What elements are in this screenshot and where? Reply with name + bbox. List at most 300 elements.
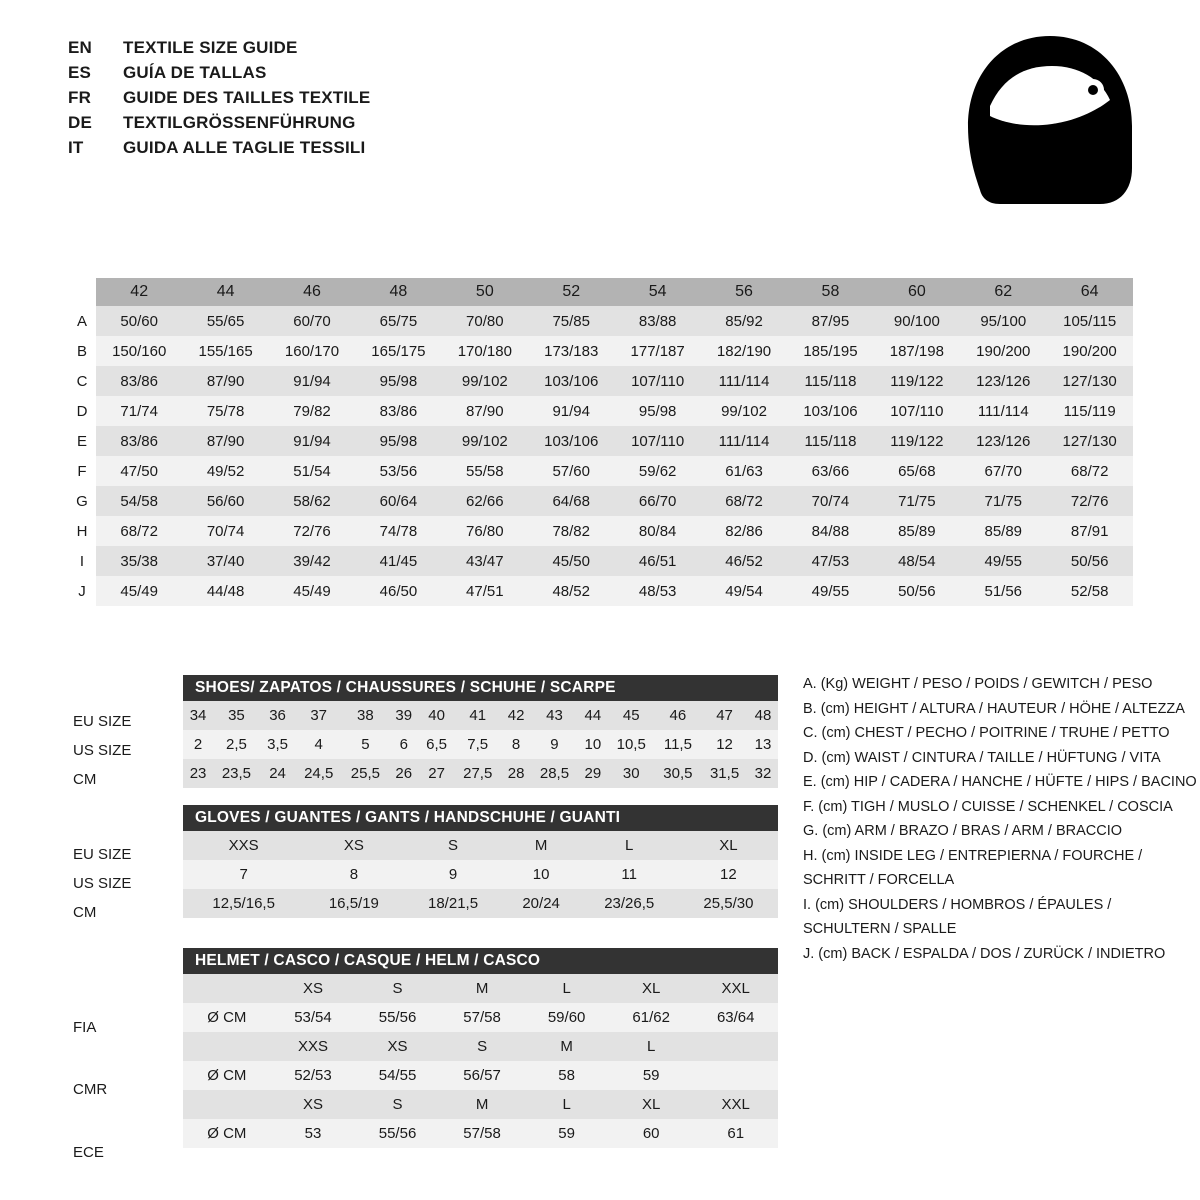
legend-entry: H. (cm) INSIDE LEG / ENTREPIERNA / FOURCHE / [803, 847, 1143, 864]
helmet-size-header: L [524, 974, 609, 1003]
table-cell: 85/92 [701, 306, 787, 336]
table-cell: 70/74 [787, 486, 873, 516]
table-cell: 53/56 [355, 456, 441, 486]
table-cell: 45/49 [96, 576, 182, 606]
table-cell: 24,5 [295, 759, 342, 788]
table-cell: 29 [578, 759, 608, 788]
table-cell: 119/122 [874, 426, 960, 456]
table-cell: 49/52 [182, 456, 268, 486]
table-cell: 23,5 [213, 759, 260, 788]
table-cell: 3,5 [260, 730, 296, 759]
helmet-size-header: XL [609, 974, 694, 1003]
table-cell: 41/45 [355, 546, 441, 576]
row-label: A [68, 306, 96, 336]
table-cell: 44/48 [182, 576, 268, 606]
legend-entry: A. (Kg) WEIGHT / PESO / POIDS / GEWITCH / PESO [803, 676, 1153, 692]
language-title: TEXTILGRÖSSENFÜHRUNG [123, 113, 356, 132]
legend-entry: C. (cm) CHEST / PECHO / POITRINE / TRUHE / PETTO [803, 725, 1170, 741]
table-cell-empty [183, 974, 271, 1003]
textile-size-table [68, 252, 1133, 606]
table-cell: 68/72 [96, 516, 182, 546]
table-cell: 39/42 [269, 546, 355, 576]
table-row [183, 730, 778, 759]
helmet-unit: Ø CM [183, 1119, 271, 1148]
table-cell: 50/56 [1046, 546, 1132, 576]
table-cell: 30 [608, 759, 655, 788]
table-cell: 60/70 [269, 306, 355, 336]
size-header-row [68, 278, 1133, 306]
table-cell: 105/115 [1046, 306, 1132, 336]
table-row [183, 1061, 778, 1090]
table-cell: 87/90 [442, 396, 528, 426]
gloves-row-labels [73, 840, 131, 927]
table-cell: 47/53 [787, 546, 873, 576]
table-cell: 27 [419, 759, 455, 788]
table-cell: 115/119 [1046, 396, 1132, 426]
table-cell: 35/38 [96, 546, 182, 576]
helmet-standard-labels [73, 1075, 107, 1104]
table-cell: 26 [389, 759, 419, 788]
table-cell: 34 [183, 701, 213, 730]
table-cell: 61/63 [701, 456, 787, 486]
helmet-size-header: XXL [693, 974, 778, 1003]
table-row [183, 860, 778, 889]
legend-entry: SCHRITT / FORCELLA [803, 872, 955, 888]
table-row [68, 576, 1133, 606]
table-row [68, 486, 1133, 516]
table-cell: 85/89 [874, 516, 960, 546]
table-cell: 127/130 [1046, 426, 1132, 456]
table-cell: 39 [389, 701, 419, 730]
table-cell: 64/68 [528, 486, 614, 516]
size-header-cell: 54 [614, 278, 700, 306]
table-row [183, 1003, 778, 1032]
table-cell: 12 [701, 730, 748, 759]
table-cell: 61/62 [609, 1003, 694, 1032]
table-cell: 37 [295, 701, 342, 730]
size-header-cell: 50 [442, 278, 528, 306]
table-cell: 91/94 [528, 396, 614, 426]
group-label-l: L [614, 252, 787, 278]
table-cell: 9 [531, 730, 578, 759]
table-cell: 16,5/19 [304, 889, 403, 918]
table-cell: 127/130 [1046, 366, 1132, 396]
table-cell: 57/58 [440, 1003, 525, 1032]
gloves-title: GLOVES / GUANTES / GANTS / HANDSCHUHE / GUANTI [183, 805, 778, 831]
table-row [68, 396, 1133, 426]
group-blank [874, 252, 960, 278]
table-cell: 6,5 [419, 730, 455, 759]
table-cell: 51/56 [960, 576, 1046, 606]
table-cell: 45/50 [528, 546, 614, 576]
table-cell: 9 [403, 860, 502, 889]
table-cell: 95/98 [355, 426, 441, 456]
table-cell: 10 [578, 730, 608, 759]
table-cell: 53 [271, 1119, 356, 1148]
table-cell: 71/75 [960, 486, 1046, 516]
table-cell: 60/64 [355, 486, 441, 516]
table-cell: 59 [609, 1061, 694, 1090]
table-cell: 63/66 [787, 456, 873, 486]
group-blank [96, 252, 182, 278]
gloves-size-block [183, 805, 778, 918]
helmet-size-header [693, 1032, 778, 1061]
table-cell: 123/126 [960, 426, 1046, 456]
table-cell: 28 [501, 759, 531, 788]
table-cell: 55/56 [355, 1119, 440, 1148]
table-cell: 43 [531, 701, 578, 730]
language-code: ES [68, 63, 92, 82]
table-cell: 95/100 [960, 306, 1046, 336]
table-row [68, 306, 1133, 336]
size-header-cell: 48 [355, 278, 441, 306]
table-cell: XS [304, 831, 403, 860]
table-cell: 59/62 [614, 456, 700, 486]
helmet-title: HELMET / CASCO / CASQUE / HELM / CASCO [183, 948, 778, 974]
table-cell: 75/85 [528, 306, 614, 336]
table-row [68, 366, 1133, 396]
group-label-s: S [182, 252, 355, 278]
table-row [183, 1090, 778, 1119]
table-row [183, 974, 778, 1003]
table-cell: 107/110 [614, 366, 700, 396]
helmet-label-fia: FIA [73, 1019, 97, 1036]
group-blank [528, 252, 614, 278]
table-cell: 111/114 [701, 366, 787, 396]
table-cell: 165/175 [355, 336, 441, 366]
table-cell: 45 [608, 701, 655, 730]
table-cell: 91/94 [269, 426, 355, 456]
row-label: H [68, 516, 96, 546]
table-cell: 87/90 [182, 426, 268, 456]
table-row [183, 1032, 778, 1061]
row-label: I [68, 546, 96, 576]
table-cell: 107/110 [614, 426, 700, 456]
table-cell: 55/65 [182, 306, 268, 336]
row-label: F [68, 456, 96, 486]
table-cell: M [503, 831, 580, 860]
table-cell: L [580, 831, 679, 860]
language-code: EN [68, 38, 93, 57]
table-cell: 60 [609, 1119, 694, 1148]
helmet-size-block [183, 948, 778, 1148]
table-cell: 72/76 [1046, 486, 1132, 516]
helmet-size-header: L [609, 1032, 694, 1061]
table-cell: 160/170 [269, 336, 355, 366]
table-row [68, 336, 1133, 366]
table-cell: 123/126 [960, 366, 1046, 396]
table-cell: 59 [524, 1119, 609, 1148]
helmet-size-header: L [524, 1090, 609, 1119]
helmet-size-header: M [524, 1032, 609, 1061]
table-cell: 6 [389, 730, 419, 759]
helmet-label-cmr: CMR [73, 1081, 108, 1098]
legend-entry: E. (cm) HIP / CADERA / HANCHE / HÜFTE / HIPS / BACINO [803, 774, 1197, 790]
table-cell: 83/86 [355, 396, 441, 426]
table-cell: 173/183 [528, 336, 614, 366]
table-cell: 38 [342, 701, 389, 730]
size-header-cell: 44 [182, 278, 268, 306]
table-cell: 68/72 [701, 486, 787, 516]
row-label: E [68, 426, 96, 456]
table-cell: 61 [693, 1119, 778, 1148]
table-row [183, 889, 778, 918]
language-row [68, 63, 768, 88]
table-cell: XL [679, 831, 778, 860]
size-header-cell: 56 [701, 278, 787, 306]
table-cell: 95/98 [614, 396, 700, 426]
table-cell: 47/51 [442, 576, 528, 606]
table-cell: 150/160 [96, 336, 182, 366]
table-cell: 10,5 [608, 730, 655, 759]
helmet-size-header: XS [355, 1032, 440, 1061]
measurement-legend [803, 672, 1197, 966]
table-cell: 83/88 [614, 306, 700, 336]
table-cell: 82/86 [701, 516, 787, 546]
table-cell: 4 [295, 730, 342, 759]
table-cell: 80/84 [614, 516, 700, 546]
table-cell: 13 [748, 730, 778, 759]
table-cell: 24 [260, 759, 296, 788]
table-cell: 56/57 [440, 1061, 525, 1090]
table-cell: 111/114 [960, 396, 1046, 426]
table-cell: 65/68 [874, 456, 960, 486]
gloves-table [183, 831, 778, 918]
table-cell: 42 [501, 701, 531, 730]
table-cell: 10 [503, 860, 580, 889]
table-cell: 95/98 [355, 366, 441, 396]
helmet-size-header: M [440, 1090, 525, 1119]
helmet-size-header: XS [271, 1090, 356, 1119]
group-label-xxl: XXL [960, 252, 1133, 278]
helmet-size-header: XXL [693, 1090, 778, 1119]
table-cell: 23 [183, 759, 213, 788]
table-cell: 46/52 [701, 546, 787, 576]
table-row [183, 701, 778, 730]
shoes-table [183, 701, 778, 788]
table-cell [693, 1061, 778, 1090]
table-cell: 12,5/16,5 [183, 889, 304, 918]
table-cell: 8 [501, 730, 531, 759]
legend-entry: I. (cm) SHOULDERS / HOMBROS / ÉPAULES / [803, 896, 1112, 913]
table-cell: 31,5 [701, 759, 748, 788]
table-cell: 84/88 [787, 516, 873, 546]
table-cell: 54/55 [355, 1061, 440, 1090]
shoes-size-block [183, 675, 778, 788]
helmet-size-header: XL [609, 1090, 694, 1119]
row-label: B [68, 336, 96, 366]
table-cell: 107/110 [874, 396, 960, 426]
table-cell: 177/187 [614, 336, 700, 366]
table-cell: 65/75 [355, 306, 441, 336]
table-cell: 57/58 [440, 1119, 525, 1148]
helmet-standard-labels [73, 1138, 104, 1167]
table-cell: 90/100 [874, 306, 960, 336]
table-cell: 70/80 [442, 306, 528, 336]
table-cell: 87/95 [787, 306, 873, 336]
table-cell: 7 [183, 860, 304, 889]
table-cell: 70/74 [182, 516, 268, 546]
gloves-label-us: US SIZE [73, 875, 132, 892]
table-row [68, 516, 1133, 546]
table-cell: 11,5 [655, 730, 702, 759]
shoes-row-labels [73, 707, 131, 794]
language-code: FR [68, 88, 92, 107]
table-cell: 99/102 [442, 426, 528, 456]
shoes-label-eu: EU SIZE [73, 713, 132, 730]
table-cell: 182/190 [701, 336, 787, 366]
size-header-cell: 62 [960, 278, 1046, 306]
table-cell: 85/89 [960, 516, 1046, 546]
language-row [68, 88, 768, 113]
legend-entry: SCHULTERN / SPALLE [803, 921, 957, 937]
table-cell: 5 [342, 730, 389, 759]
table-cell: 50/60 [96, 306, 182, 336]
group-label-xl: XL [787, 252, 873, 278]
group-blank [355, 252, 441, 278]
table-cell: 23/26,5 [580, 889, 679, 918]
table-cell: 48/53 [614, 576, 700, 606]
legend-entry: J. (cm) BACK / ESPALDA / DOS / ZURÜCK / INDIETRO [803, 945, 1166, 962]
table-cell: 2 [183, 730, 213, 759]
table-cell: 53/54 [271, 1003, 356, 1032]
language-title-block [68, 38, 768, 163]
size-header-cell: 46 [269, 278, 355, 306]
table-cell: 187/198 [874, 336, 960, 366]
legend-entry: F. (cm) TIGH / MUSLO / CUISSE / SCHENKEL / COSCIA [803, 798, 1173, 815]
table-cell: 62/66 [442, 486, 528, 516]
table-cell: 30,5 [655, 759, 702, 788]
table-row [68, 426, 1133, 456]
table-cell: 99/102 [442, 366, 528, 396]
language-title: GUIDE DES TAILLES TEXTILE [123, 88, 371, 107]
helmet-unit: Ø CM [183, 1003, 271, 1032]
racing-helmet-icon [960, 28, 1140, 213]
table-cell: 115/118 [787, 426, 873, 456]
table-cell: 45/49 [269, 576, 355, 606]
table-cell: 74/78 [355, 516, 441, 546]
table-cell: 79/82 [269, 396, 355, 426]
table-cell: 49/55 [787, 576, 873, 606]
language-code: DE [68, 113, 93, 132]
size-header-spacer [68, 278, 96, 306]
table-cell: 59/60 [524, 1003, 609, 1032]
table-cell: 119/122 [874, 366, 960, 396]
size-header-cell: 64 [1046, 278, 1132, 306]
helmet-label-ece: ECE [73, 1144, 104, 1161]
table-cell: 52/53 [271, 1061, 356, 1090]
helmet-size-header: XS [271, 974, 356, 1003]
table-cell: 40 [419, 701, 455, 730]
language-row [68, 113, 768, 138]
legend-entry: G. (cm) ARM / BRAZO / BRAS / ARM / BRACCIO [803, 823, 1123, 839]
table-cell: 12 [679, 860, 778, 889]
group-label-m: M [442, 252, 528, 278]
table-cell: 32 [748, 759, 778, 788]
table-cell: 49/55 [960, 546, 1046, 576]
table-cell: 66/70 [614, 486, 700, 516]
language-row [68, 38, 768, 63]
table-cell: 47 [701, 701, 748, 730]
helmet-size-header: S [440, 1032, 525, 1061]
legend-entry: B. (cm) HEIGHT / ALTURA / HAUTEUR / HÖHE / ALTEZZA [803, 700, 1185, 717]
table-cell: 190/200 [960, 336, 1046, 366]
group-spacer [68, 252, 96, 278]
table-cell: 67/70 [960, 456, 1046, 486]
shoes-label-cm: CM [73, 771, 97, 788]
table-cell: 49/54 [701, 576, 787, 606]
table-cell: 2,5 [213, 730, 260, 759]
table-cell: 103/106 [528, 366, 614, 396]
table-cell: 87/91 [1046, 516, 1132, 546]
language-title: TEXTILE SIZE GUIDE [123, 38, 298, 57]
table-cell: 58 [524, 1061, 609, 1090]
table-cell: 55/58 [442, 456, 528, 486]
table-cell: 76/80 [442, 516, 528, 546]
table-cell: 50/56 [874, 576, 960, 606]
table-cell: 18/21,5 [403, 889, 502, 918]
table-cell: 25,5 [342, 759, 389, 788]
size-header-cell: 60 [874, 278, 960, 306]
table-row [183, 831, 778, 860]
table-cell: 51/54 [269, 456, 355, 486]
table-cell: 170/180 [442, 336, 528, 366]
table-cell: 46/50 [355, 576, 441, 606]
row-label: J [68, 576, 96, 606]
helmet-size-header: M [440, 974, 525, 1003]
table-cell: 7,5 [454, 730, 501, 759]
table-cell-empty [183, 1090, 271, 1119]
helmet-unit: Ø CM [183, 1061, 271, 1090]
table-cell: 36 [260, 701, 296, 730]
table-cell: 190/200 [1046, 336, 1132, 366]
table-cell: 155/165 [182, 336, 268, 366]
table-cell: 20/24 [503, 889, 580, 918]
table-cell: 41 [454, 701, 501, 730]
table-cell: 111/114 [701, 426, 787, 456]
table-cell: 87/90 [182, 366, 268, 396]
table-cell: 75/78 [182, 396, 268, 426]
size-header-cell: 52 [528, 278, 614, 306]
table-cell: 46 [655, 701, 702, 730]
table-cell: 63/64 [693, 1003, 778, 1032]
table-cell: 185/195 [787, 336, 873, 366]
table-cell: 71/75 [874, 486, 960, 516]
table-cell: XXS [183, 831, 304, 860]
helmet-size-header: S [355, 1090, 440, 1119]
table-cell-empty [183, 1032, 271, 1061]
table-cell: 28,5 [531, 759, 578, 788]
table-cell: 43/47 [442, 546, 528, 576]
helmet-table [183, 974, 778, 1148]
table-cell: 48 [748, 701, 778, 730]
table-cell: 54/58 [96, 486, 182, 516]
gloves-label-cm: CM [73, 904, 97, 921]
table-cell: 115/118 [787, 366, 873, 396]
language-row [68, 138, 768, 163]
table-cell: 55/56 [355, 1003, 440, 1032]
row-label: G [68, 486, 96, 516]
table-cell: 68/72 [1046, 456, 1132, 486]
table-cell: 8 [304, 860, 403, 889]
table-row [68, 546, 1133, 576]
helmet-size-header: S [355, 974, 440, 1003]
table-cell: 71/74 [96, 396, 182, 426]
language-code: IT [68, 138, 84, 157]
table-cell: 46/51 [614, 546, 700, 576]
shoes-title: SHOES/ ZAPATOS / CHAUSSURES / SCHUHE / SCARPE [183, 675, 778, 701]
table-cell: 25,5/30 [679, 889, 778, 918]
